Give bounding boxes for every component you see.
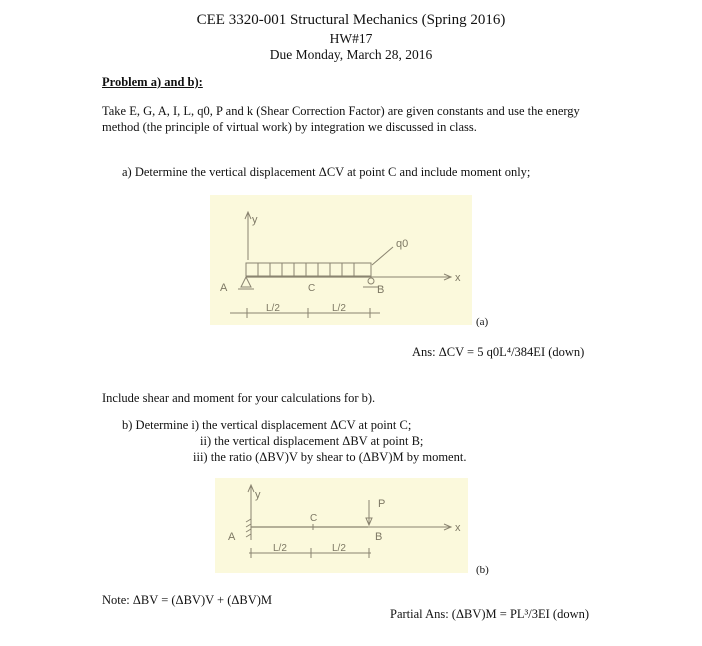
simply-supported-beam-diagram — [210, 195, 472, 325]
dimension-label-1: L/2 — [273, 543, 287, 554]
load-label: q0 — [396, 238, 409, 250]
intro-line-1: Take E, G, A, I, L, q0, P and k (Shear Correction Factor) are given constants and use the energy — [102, 104, 580, 118]
point-b-label: B — [375, 531, 383, 543]
load-label: P — [378, 498, 386, 510]
due-date: Due Monday, March 28, 2016 — [269, 47, 433, 62]
pin-support-a — [241, 277, 251, 287]
point-c-label: C — [308, 283, 316, 294]
figure-b-label: (b) — [476, 564, 489, 576]
x-axis-label: x — [455, 272, 461, 284]
note: Note: ΔBV = (ΔBV)V + (ΔBV)M — [102, 593, 273, 607]
figure-b — [215, 478, 468, 573]
y-axis-label: y — [252, 214, 258, 226]
fixed-support-a — [246, 518, 251, 540]
document-title: CEE 3320-001 Structural Mechanics (Spring 2016) — [196, 12, 506, 28]
part-b-line-2: ii) the vertical displacement ΔBV at point B; — [200, 434, 424, 448]
point-a-label: A — [228, 531, 236, 543]
dimension-label-2: L/2 — [332, 303, 346, 314]
dimension-label-2: L/2 — [332, 543, 346, 554]
part-b-line-3: iii) the ratio (ΔBV)V by shear to (ΔBV)M by moment. — [193, 450, 467, 464]
point-c-label: C — [310, 513, 318, 524]
partial-answer: Partial Ans: (ΔBV)M = PL³/3EI (down) — [390, 607, 590, 621]
figure-a-label: (a) — [476, 316, 489, 328]
homework-number: HW#17 — [329, 31, 373, 46]
x-axis-label: x — [455, 522, 461, 534]
point-b-label: B — [377, 284, 385, 296]
y-axis-label: y — [255, 489, 261, 501]
distributed-load — [246, 263, 371, 276]
include-note: Include shear and moment for your calculations for b). — [102, 391, 376, 405]
part-a-answer: Ans: ΔCV = 5 q0L⁴/384EI (down) — [412, 345, 585, 359]
roller-support-b — [368, 278, 374, 284]
load-arrows — [258, 263, 354, 276]
problem-heading: Problem a) and b): — [102, 75, 203, 89]
cantilever-beam-diagram — [215, 478, 468, 573]
dimension-label-1: L/2 — [266, 303, 280, 314]
point-a-label: A — [220, 282, 228, 294]
part-a-text: a) Determine the vertical displacement ΔCV at point C and include moment only; — [122, 165, 531, 179]
figure-a — [210, 195, 472, 325]
load-leader-line — [372, 247, 393, 265]
intro-line-2: method (the principle of virtual work) by integration we discussed in class. — [102, 120, 477, 134]
part-b-line-1: b) Determine i) the vertical displacement ΔCV at point C; — [122, 418, 412, 432]
